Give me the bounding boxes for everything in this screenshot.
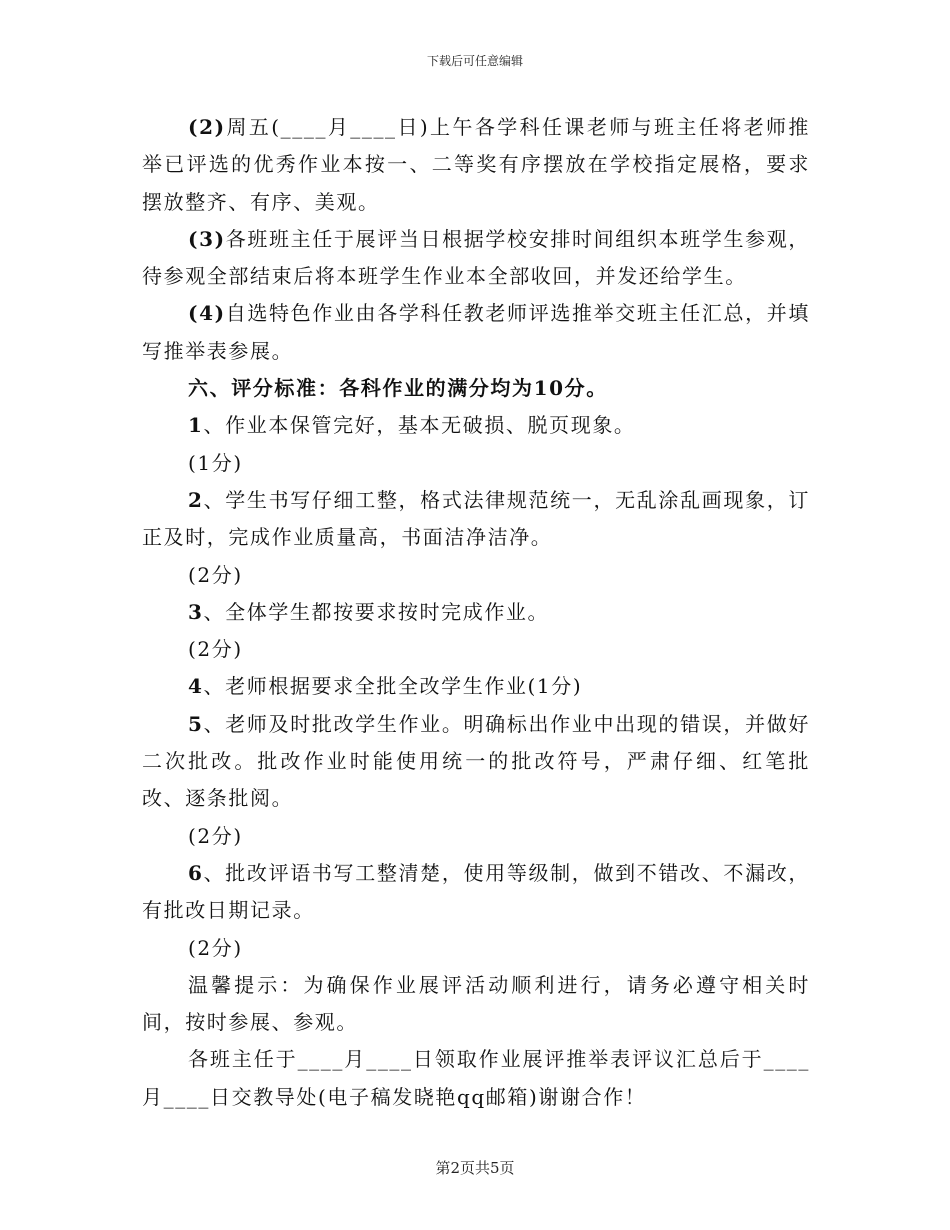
heading-text: 六、评分标准：各科作业的满分均为10分。 (188, 376, 608, 401)
item-number: (4) (188, 301, 226, 326)
score-6 (142, 930, 810, 967)
item-number: (2) (188, 115, 226, 139)
closing-text: 各班主任于____月____日领取作业展评推举表评议汇总后于____月____日交教导处(电子稿发晓艳qq邮箱)谢谢合作！ (142, 1047, 810, 1109)
paragraph-text: 各班班主任于展评当日根据学校安排时间组织本班学生参观，待参观全部结束后将本班学生作业本全部收回，并发还给学生。 (142, 226, 810, 289)
section-heading-scoring (142, 370, 810, 407)
criterion-5 (142, 706, 810, 818)
criterion-text: 、全体学生都按要求按时完成作业。 (203, 599, 550, 624)
criterion-text: 、老师及时批改学生作业。明确标出作业中出现的错误，并做好二次批改。批改作业时能使用统一的批改符号，严肃仔细、红笔批改、逐条批阅。 (142, 711, 810, 811)
score-text: (2分) (188, 562, 243, 587)
criterion-text: 、作业本保管完好，基本无破损、脱页现象。 (203, 413, 636, 438)
item-number: 3 (188, 599, 204, 624)
score-text: (2分) (188, 823, 243, 848)
criterion-2 (142, 482, 810, 557)
paragraph-text: 自选特色作业由各学科任教老师评选推举交班主任汇总，并填写推举表参展。 (142, 301, 810, 363)
criterion-text: 、批改评语书写工整清楚，使用等级制，做到不错改、不漏改，有批改日期记录。 (142, 860, 810, 923)
item-number: 6 (188, 860, 204, 885)
criterion-4 (142, 668, 810, 705)
score-3 (142, 631, 810, 668)
document-body (142, 109, 810, 1116)
score-text: (2分) (188, 637, 243, 662)
score-2 (142, 557, 810, 594)
paragraph-2 (142, 109, 810, 221)
item-number: 4 (188, 674, 204, 699)
reminder-paragraph (142, 967, 810, 1042)
reminder-text: 温馨提示：为确保作业展评活动顺利进行，请务必遵守相关时间，按时参展、参观。 (142, 972, 810, 1035)
criterion-6 (142, 855, 810, 930)
item-number: (3) (188, 226, 226, 251)
criterion-1 (142, 407, 810, 444)
score-5 (142, 818, 810, 855)
paragraph-text: 周五(____月____日)上午各学科任课老师与班主任将老师推举已评选的优秀作业本按一、二等奖有序摆放在学校指定展格，要求摆放整齐、有序、美观。 (142, 115, 810, 214)
page-header-note: 下载后可任意编辑 (426, 54, 523, 68)
score-text: (1分) (188, 450, 243, 475)
criterion-text: 、老师根据要求全批全改学生作业(1分) (203, 674, 583, 699)
criterion-text: 、学生书写仔细工整，格式法律规范统一，无乱涂乱画现象，订正及时，完成作业质量高，书面洁净洁净。 (142, 487, 810, 550)
item-number: 5 (188, 711, 204, 736)
page-number: 第2页共5页 (435, 1159, 515, 1177)
paragraph-4 (142, 295, 810, 370)
score-1 (142, 445, 810, 482)
closing-paragraph (142, 1041, 810, 1116)
item-number: 1 (188, 413, 204, 438)
score-text: (2分) (188, 935, 243, 960)
item-number: 2 (188, 487, 204, 512)
paragraph-3 (142, 221, 810, 296)
criterion-3 (142, 594, 810, 631)
